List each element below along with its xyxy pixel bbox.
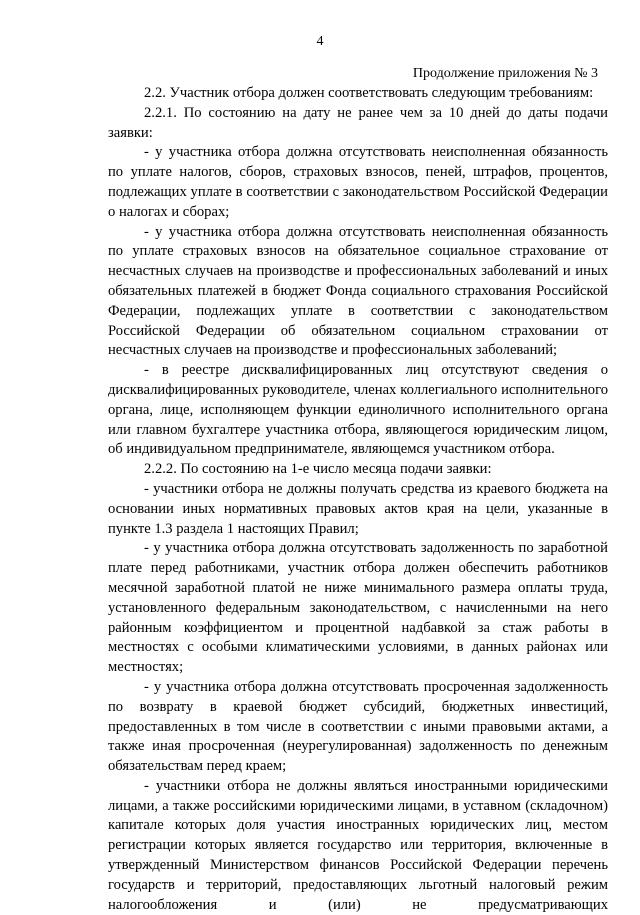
paragraph-2-2: 2.2. Участник отбора должен соответствовать следующим требованиям: xyxy=(144,85,594,101)
requirement-tax-obligations: - у участника отбора должна отсутствовать неисполненная обязанность по уплате налогов, сборов, страховых взносов, пеней, штрафов, процентов, подлежащих уплате в соответствии с законодательством Российской Федерации о налогах и сборах; xyxy=(108,144,608,220)
requirement-social-insurance: - у участника отбора должна отсутствовать неисполненная обязанность по уплате страховых взносов на обязательное социальное страхование от несчастных случаев на производстве и профессиональных заболеваний и иных обязательных платежей в бюджет Фонда социального страхования Российской Федерации, подлежащих уплате в соответствии с законодательством Российской Федерации об обязательном социальном страховании от несчастных случаев на производстве и профессиональных заболеваний; xyxy=(108,223,608,359)
document-body xyxy=(108,84,608,915)
paragraph-2-2-1: 2.2.1. По состоянию на дату не ранее чем за 10 дней до даты подачи заявки: xyxy=(108,104,608,141)
paragraph-2-2-2: 2.2.2. По состоянию на 1-е число месяца подачи заявки: xyxy=(144,461,492,478)
page-number: 4 xyxy=(316,34,324,49)
appendix-continuation-header: Продолжение приложения № 3 xyxy=(412,66,598,81)
requirement-no-other-funds: - участники отбора не должны получать средства из краевого бюджета на основании иных нормативных правовых актов края на цели, указанные в пункте 1.3 раздела 1 настоящих Правил; xyxy=(108,480,608,537)
requirement-foreign-entities: - участники отбора не должны являться иностранными юридическими лицами, а также российскими юридическими лицами, в уставном (складочном) капитале которых доля участия иностранных юридических лиц, местом регистрации которых является государство или территория, включенные в утвержденный Министерством финансов Российской Федерации перечень государств и территорий, предоставляющих льготный налоговый режим налогообложения и (или) не предусматривающих xyxy=(108,777,608,913)
requirement-disqualified-persons: - в реестре дисквалифицированных лиц отсутствуют сведения о дисквалифицированных руководителе, членах коллегиального исполнительного органа, лице, исполняющем функции единоличного исполнительного органа или главном бухгалтере участника отбора, являющегося юридическим лицом, об индивидуальном предпринимателе, являющемся участником отбора. xyxy=(108,362,608,458)
requirement-overdue-debt: - у участника отбора должна отсутствовать просроченная задолженность по возврату в краевой бюджет субсидий, бюджетных инвестиций, предоставленных в том числе в соответствии с иными правовыми актами, а также иная просроченная (неурегулированная) задолженность по денежным обязательствам перед краем; xyxy=(108,678,608,775)
requirement-wage-arrears: - у участника отбора должна отсутствовать задолженность по заработной плате перед работниками, участник отбора должен обеспечить работников месячной заработной платой не ниже минимального размера оплаты труда, установленного федеральным законодательством, с начисленными на него районным коэффициентом и процентной надбавкой за стаж работы в местностях с особыми климатическими условиями, в данных районах или местностях; xyxy=(108,540,608,676)
